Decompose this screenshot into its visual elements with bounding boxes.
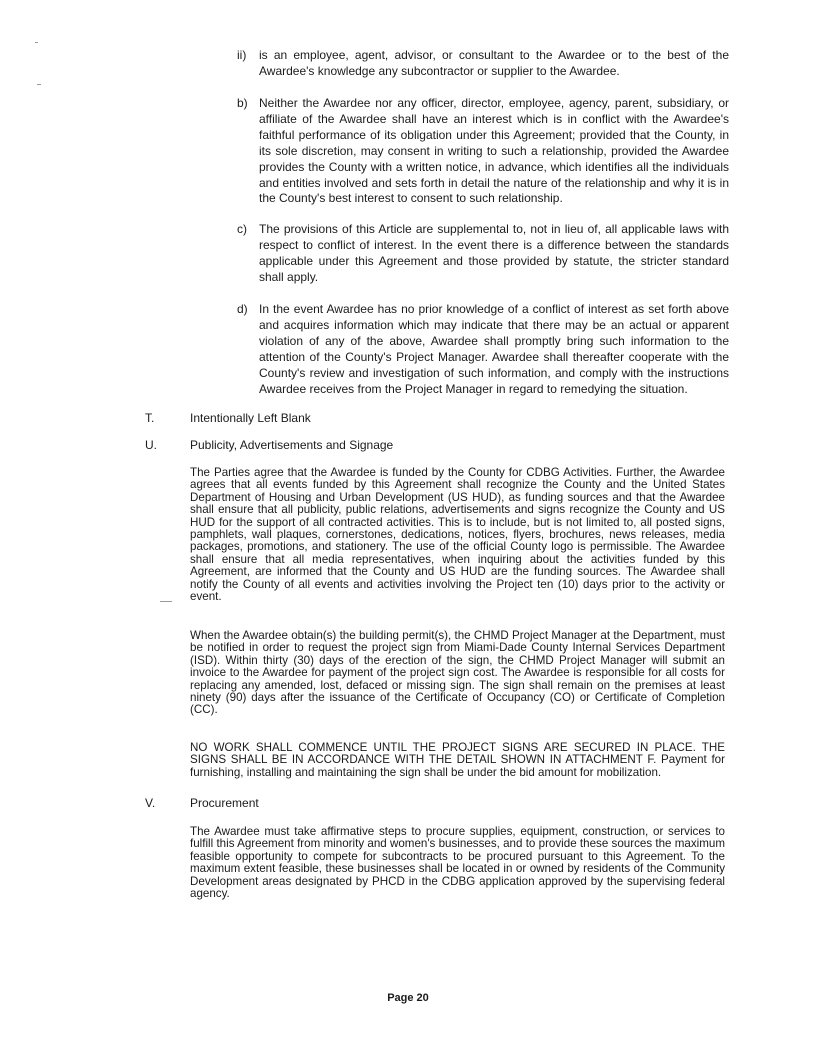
scan-speck bbox=[35, 42, 38, 43]
section-u-paragraph-1: The Parties agree that the Awardee is funded by the County for CDBG Activities. Further, the Awardee agrees that all events funded by this Agreement shall recognize the County and the United States Department of Housing and Urban Development (US HUD), as funding sources and that the Awardee shall ensure that all publicity, public relations, advertisements and signs recognize the County and US HUD for the support of all contracted activities. This is to include, but is not limited to, all posted signs, pamphlets, wall plaques, cornerstones, dedications, notices, flyers, brochures, news releases, media packages, promotions, and stationery. The use of the official County logo is permissible. The Awardee shall ensure that all media representatives, when inquiring about the activities funded by this Agreement, are informed that the County and US HUD are the funding sources. The Awardee shall notify the County of all events and activities involving the Project ten (10) days prior to the activity or event. bbox=[190, 466, 725, 604]
clause-c-text: The provisions of this Article are supplemental to, not in lieu of, all applicable laws with respect to conflict of interest. In the event there is a difference between the standards applicable under this Agreement and those provided by statute, the stricter standard shall apply. bbox=[259, 222, 729, 284]
section-u-letter: U. bbox=[145, 438, 157, 452]
clause-d-label: d) bbox=[237, 302, 248, 316]
section-u-title: Publicity, Advertisements and Signage bbox=[190, 438, 394, 452]
page-number: Page 20 bbox=[387, 992, 429, 1004]
clause-ii-label: ii) bbox=[237, 48, 247, 62]
clause-d-text: In the event Awardee has no prior knowledge of a conflict of interest as set forth above and acquires information which may indicate that there may be an actual or apparent violation of any of the above, Awardee shall promptly bring such information to the attention of the County's Project Manager. Awardee shall thereafter cooperate with the County's review and investigation of such information, and comply with the instructions Awardee receives from the Project Manager in regard to remedying the situation. bbox=[259, 302, 729, 396]
section-u-paragraph-2: When the Awardee obtain(s) the building permit(s), the CHMD Project Manager at the Department, must be notified in order to request the project sign from Miami-Dade County Internal Services Department (ISD). Within thirty (30) days of the erection of the sign, the CHMD Project Manager will submit an invoice to the Awardee for payment of the project sign cost. The Awardee is responsible for all costs for replacing any amended, lost, defaced or missing sign. The sign shall remain on the premises at least ninety (90) days after the issuance of the Certificate of Occupancy (CO) or Certificate of Completion (CC). bbox=[190, 629, 725, 717]
clause-d bbox=[237, 302, 729, 397]
clause-c bbox=[237, 222, 729, 286]
clause-b bbox=[237, 96, 729, 207]
section-v-letter: V. bbox=[145, 796, 156, 810]
clause-b-text: Neither the Awardee nor any officer, director, employee, agency, parent, subsidiary, or affiliate of the Awardee shall have an interest which is in conflict with the Awardee's faithful performance of its obligation under this Agreement; provided that the County, in its sole discretion, may consent in writing to such a relationship, provided the Awardee provides the County with a written notice, in advance, which identifies all the individuals and entities involved and sets forth in detail the nature of the relationship and why it is in the County's best interest to consent to such relationship. bbox=[259, 96, 729, 206]
clause-ii bbox=[237, 48, 729, 80]
section-v-title: Procurement bbox=[190, 796, 259, 810]
section-t-title: Intentionally Left Blank bbox=[190, 411, 311, 425]
clause-ii-text: is an employee, agent, advisor, or consultant to the Awardee or to the best of the Awardee's knowledge any subcontractor or supplier to the Awardee. bbox=[259, 48, 729, 78]
clause-c-label: c) bbox=[237, 222, 247, 236]
section-u-paragraph-3: NO WORK SHALL COMMENCE UNTIL THE PROJECT SIGNS ARE SECURED IN PLACE. THE SIGNS SHALL BE IN ACCORDANCE WITH THE DETAIL SHOWN IN ATTACHMENT F. Payment for furnishing, installing and maintaining the sign shall be under the bid amount for mobilization. bbox=[190, 741, 725, 779]
scan-speck bbox=[37, 84, 41, 85]
clause-b-label: b) bbox=[237, 96, 248, 110]
section-t-letter: T. bbox=[145, 411, 155, 425]
section-v-paragraph: The Awardee must take affirmative steps to procure supplies, equipment, construction, or services to fulfill this Agreement from minority and women's businesses, and to provide these sources the maximum feasible opportunity to compete for subcontracts to be procured pursuant to this Agreement. To the maximum extent feasible, these businesses shall be located in or owned by residents of the Community Development areas designated by PHCD in the CDBG application approved by the supervising federal agency. bbox=[190, 825, 725, 901]
scan-speck bbox=[160, 601, 172, 602]
